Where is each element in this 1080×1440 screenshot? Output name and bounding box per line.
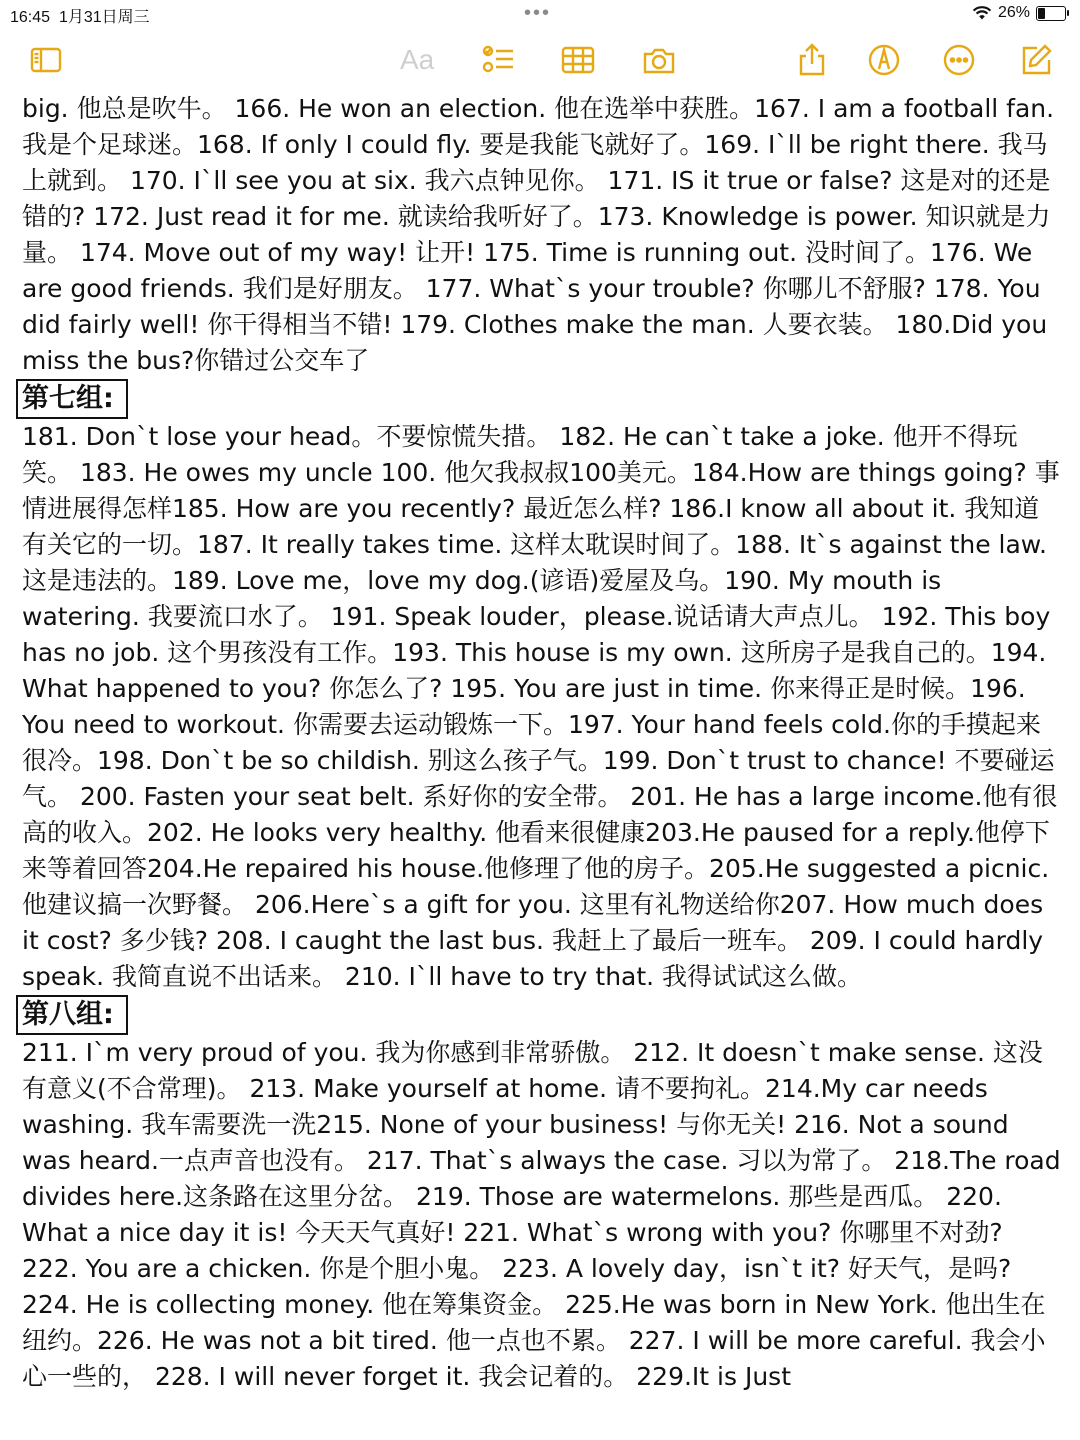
note-body[interactable] [22,91,1062,1395]
note-paragraph[interactable]: 211. I`m very proud of you. 我为你感到非常骄傲。 212. It doesn`t make sense. 这没有意义(不合常理)。 213. Make yourself at home. 请不要拘礼。214.My car needs washing. 我车需要洗一洗215. None of your business! 与你无关! 216. Not a sound was heard.一点声音也没有。 217. That`s always the case. 习以为常了。 218.The road divides here.这条路在这里分岔。 219. Those are watermelons. 那些是西瓜。 220. What a nice day it is! 今天天气真好! 221. What`s wrong with you? 你哪里不对劲? 222. You are a chicken. 你是个胆小鬼。 223. A lovely day，isn`t it? 好天气，是吗? 224. He is collecting money. 他在筹集资金。 225.He was born in New York. 他出生在纽约。226. He was not a bit tired. 他一点也不累。 227. I will be more careful. 我会小心一些的， 228. I will never forget it. 我会记着的。 229.It is Just [22,1038,1061,1391]
markup-icon[interactable] [862,38,906,82]
date-text: 1月31日周三 [58,9,150,26]
compose-icon[interactable] [1014,38,1058,82]
camera-icon[interactable] [637,38,681,82]
notes-toolbar [0,38,1080,86]
more-icon[interactable] [937,38,981,82]
group-heading[interactable]: 第七组: [16,379,128,419]
table-icon[interactable] [556,38,600,82]
format-button[interactable]: Aa [400,44,435,75]
group-heading[interactable]: 第八组: [16,995,128,1035]
time-text: 16:45 [10,9,51,26]
share-icon[interactable] [790,38,834,82]
battery-percent: 26% [997,4,1030,21]
checklist-icon[interactable] [476,38,520,82]
note-paragraph[interactable]: 181. Don`t lose your head。不要惊慌失措。 182. He can`t take a joke. 他开不得玩笑。 183. He owes my uncle 100. 他欠我叔叔100美元。184.How are things going? 事情进展得怎样185. How are you recently? 最近怎么样? 186.I know all about it. 我知道有关它的一切。187. It really takes time. 这样太耽误时间了。188. It`s against the law. 这是违法的。189. Love me，love my dog.(谚语)爱屋及乌。190. My mouth is watering. 我要流口水了。 191. Speak louder，please.说话请大声点儿。 192. This boy has no job. 这个男孩没有工作。193. This house is my own. 这所房子是我自己的。194. What happened to you? 你怎么了? 195. You are just in time. 你来得正是时候。196. You need to workout. 你需要去运动锻炼一下。197. Your hand feels cold.你的手摸起来很冷。198. Don`t be so childish. 别这么孩子气。199. Don`t trust to chance! 不要碰运气。 200. Fasten your seat belt. 系好你的安全带。 201. He has a large income.他有很高的收入。202. He looks very healthy. 他看来很健康203.He paused for a reply.他停下来等着回答204.He repaired his house.他修理了他的房子。205.He suggested a picnic.他建议搞一次野餐。 206.Here`s a gift for you. 这里有礼物送给你207. How much does it cost? 多少钱? 208. I caught the last bus. 我赶上了最后一班车。 209. I could hardly speak. 我简直说不出话来。 210. I`ll have to try that. 我得试试这么做。 [22,422,1060,991]
multitasking-dots-icon[interactable]: ••• [524,2,552,24]
sidebar-icon[interactable] [24,38,68,82]
note-paragraph[interactable]: big. 他总是吹牛。 166. He won an election. 他在选举中获胜。167. I am a football fan. 我是个足球迷。168. If only I could fly. 要是我能飞就好了。169. I`ll be right there. 我马上就到。 170. I`ll see you at six. 我六点钟见你。 171. IS it true or false? 这是对的还是错的? 172. Just read it for me. 就读给我听好了。173. Knowledge is power. 知识就是力量。 174. Move out of my way! 让开! 175. Time is running out. 没时间了。176. We are good friends. 我们是好朋友。 177. What`s your trouble? 你哪儿不舒服? 178. You did fairly well! 你干得相当不错! 179. Clothes make the man. 人要衣装。 180.Did you miss the bus?你错过公交车了 [22,94,1055,375]
